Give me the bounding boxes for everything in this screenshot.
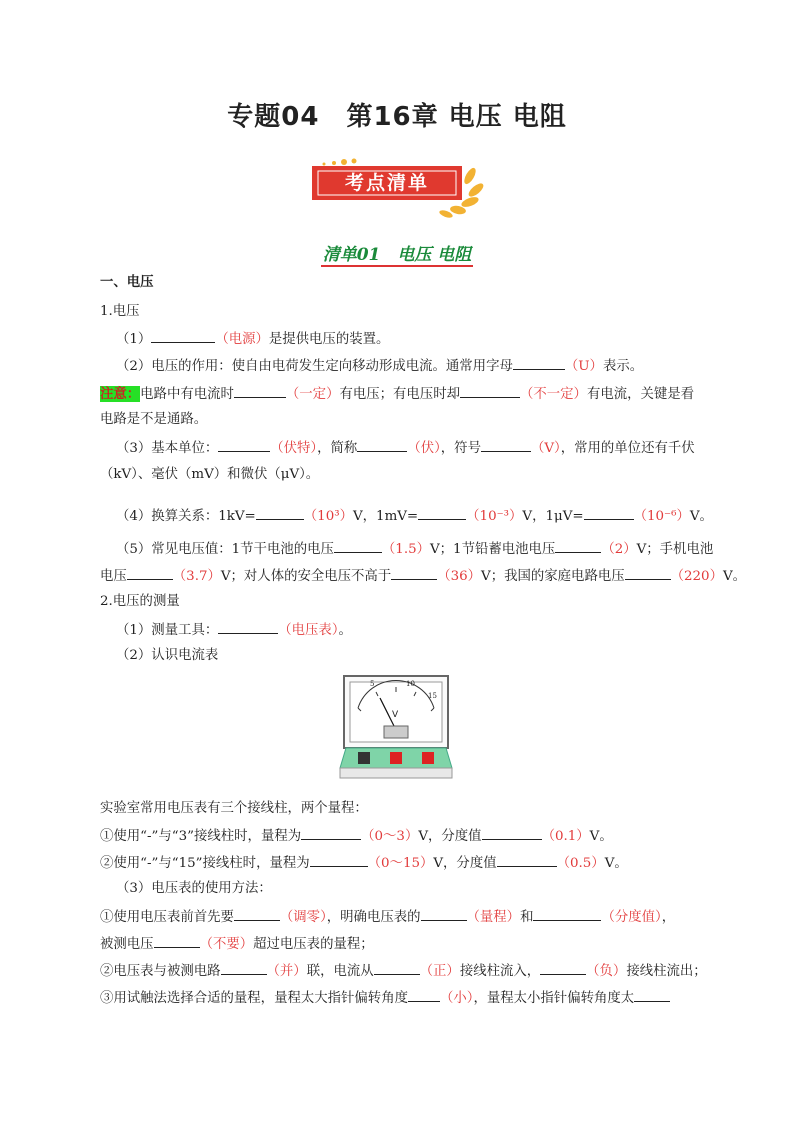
item-5-cont: 电压 （3.7）V；对人体的安全电压不高于 （36）V；我国的家庭电路电压 （220）V。 — [100, 566, 746, 586]
item-5: （5）常见电压值：1节干电池的电压 （1.5）V；1节铅蓄电池电压 （2）V；手机电池 — [116, 539, 713, 559]
usage-2: ②电压表与被测电路 （并）联，电流从 （正）接线柱流入， （负）接线柱流出； — [100, 961, 707, 981]
range-1: ①使用“-”与“3”接线柱时，量程为 （0～3）V，分度值 （0.1）V。 — [100, 826, 613, 846]
meter-unit: V — [392, 710, 399, 720]
usage-1-cont: 被测电压 （不要）超过电压表的量程； — [100, 934, 374, 954]
note-line-2: 电路是不是通路。 — [100, 412, 208, 427]
subheading-measure: 2.电压的测量 — [100, 594, 180, 609]
item-1: （1） （电源）是提供电压的装置。 — [116, 329, 389, 349]
item-3: （3）基本单位： （伏特），简称 （伏），符号 （V），常用的单位还有千伏 — [116, 438, 695, 458]
section-title: 清单01 电压 电阻 — [322, 245, 472, 265]
meter-intro: 实验室常用电压表有三个接线柱，两个量程： — [100, 801, 368, 816]
item-4: （4）换算关系：1kV= （10³）V，1mV= （10⁻³）V，1μV= （10⁻⁶）V。 — [116, 506, 713, 526]
item-3-cont: （kV）、毫伏（mV）和微伏（μV）。 — [100, 467, 320, 482]
usage-heading: （3）电压表的使用方法： — [116, 881, 272, 896]
usage-1: ①使用电压表前首先要 （调零），明确电压表的 （量程）和 （分度值）， — [100, 907, 675, 927]
usage-3: ③用试触法选择合适的量程，量程太大指针偏转角度 （小），量程太小指针偏转角度太 — [100, 988, 670, 1008]
page-title: 专题04 第16章 电压 电阻 — [227, 102, 567, 132]
item-7: （2）认识电流表 — [116, 648, 219, 663]
heading-voltage: 一、电压 — [100, 275, 154, 290]
banner-label: 考点清单 — [344, 172, 429, 194]
item-2: （2）电压的作用：使自由电荷发生定向移动形成电流。通常用字母 （U）表示。 — [116, 356, 643, 376]
meter-scale-5: 5 — [370, 680, 375, 688]
range-2: ②使用“-”与“15”接线柱时，量程为 （0～15）V，分度值 （0.5）V。 — [100, 853, 628, 873]
voltmeter-icon — [336, 668, 456, 788]
item-6: （1）测量工具： （电压表）。 — [116, 620, 352, 640]
voltmeter-image — [336, 668, 456, 788]
note-tag: 注意： — [100, 386, 141, 402]
subheading-voltage: 1.电压 — [100, 304, 140, 319]
note-line: 注意：电路中有电流时 （一定）有电压；有电压时却 （不一定）有电流，关键是看 — [100, 386, 695, 402]
banner — [310, 156, 488, 222]
meter-scale-10: 10 — [406, 680, 415, 688]
meter-scale-15: 15 — [428, 692, 437, 700]
